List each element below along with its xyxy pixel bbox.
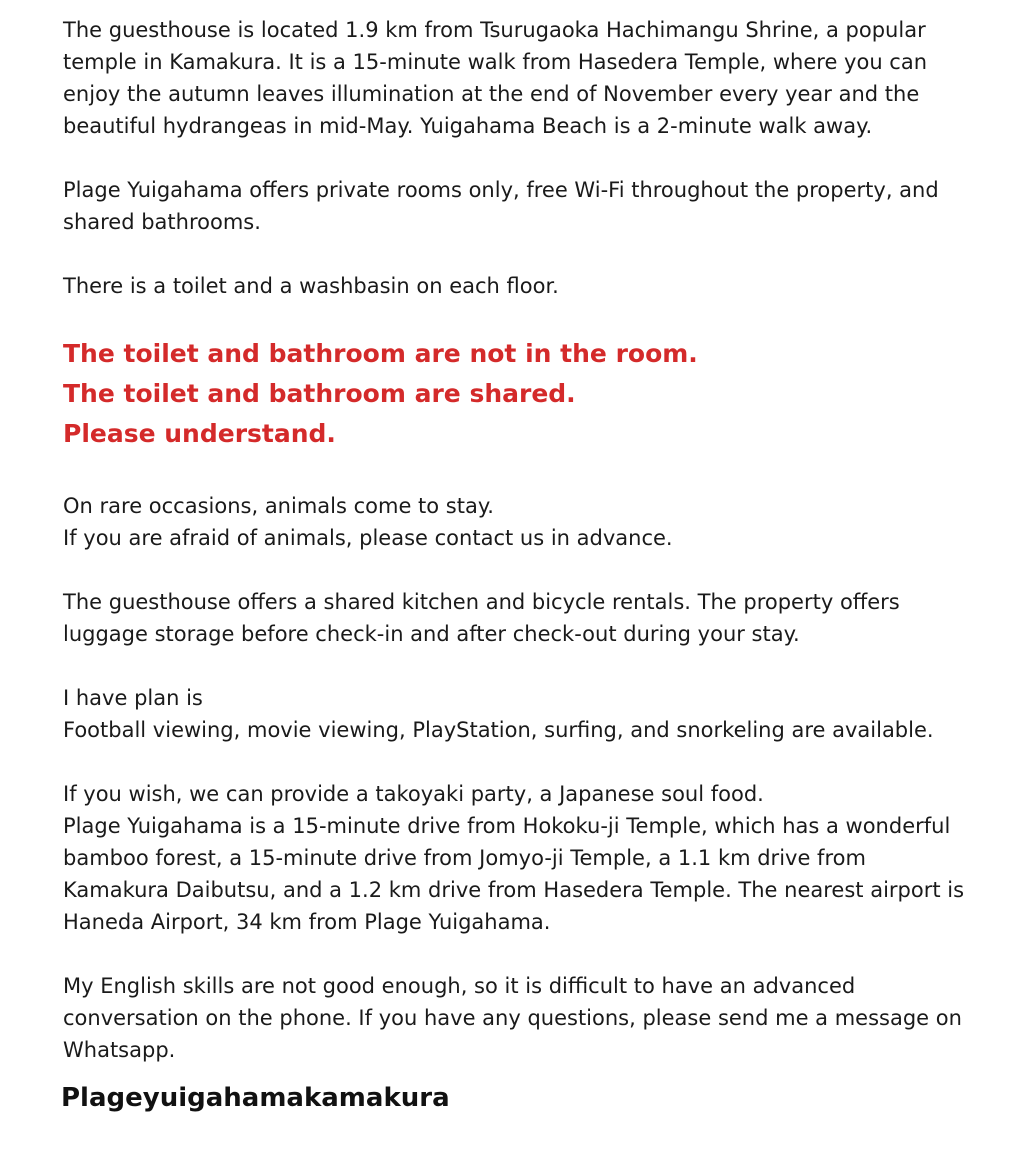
property-description <box>63 14 1003 1116</box>
text-line: temple in Kamakura. It is a 15-minute walk from Hasedera Temple, where you can <box>63 50 928 74</box>
text-line: There is a toilet and a washbasin on each floor. <box>63 274 559 298</box>
facilities-paragraph <box>63 586 1003 650</box>
text-line: luggage storage before check-in and after check-out during your stay. <box>63 622 800 646</box>
text-line: Football viewing, movie viewing, PlayStation, surfing, and snorkeling are available. <box>63 718 934 742</box>
text-line: Haneda Airport, 34 km from Plage Yuigahama. <box>63 910 551 934</box>
notice-line: The toilet and bathroom are shared. <box>63 379 576 408</box>
text-line: Plage Yuigahama is a 15-minute drive from Hokoku-ji Temple, which has a wonderful <box>63 814 951 838</box>
text-line: conversation on the phone. If you have any questions, please send me a message on <box>63 1006 962 1030</box>
text-line: If you are afraid of animals, please contact us in advance. <box>63 526 673 550</box>
animals-paragraph <box>63 490 1003 554</box>
text-line: My English skills are not good enough, so it is difficult to have an advanced <box>63 974 856 998</box>
text-line: Whatsapp. <box>63 1038 176 1062</box>
text-line: enjoy the autumn leaves illumination at the end of November every year and the <box>63 82 920 106</box>
text-line: shared bathrooms. <box>63 210 261 234</box>
signature-handle: Plageyuigahamakamakura <box>61 1083 450 1113</box>
text-line: On rare occasions, animals come to stay. <box>63 494 494 518</box>
text-line: If you wish, we can provide a takoyaki party, a Japanese soul food. <box>63 782 764 806</box>
text-line: Kamakura Daibutsu, and a 1.2 km drive from Hasedera Temple. The nearest airport is <box>63 878 965 902</box>
text-line: The guesthouse is located 1.9 km from Tsurugaoka Hachimangu Shrine, a popular <box>63 18 926 42</box>
text-line: Plage Yuigahama offers private rooms only, free Wi-Fi throughout the property, and <box>63 178 939 202</box>
plans-paragraph <box>63 682 1003 746</box>
contact-paragraph <box>63 970 1003 1066</box>
location-paragraph <box>63 14 1003 142</box>
rooms-paragraph <box>63 174 1003 238</box>
text-line: The guesthouse offers a shared kitchen and bicycle rentals. The property offers <box>63 590 900 614</box>
notice-line: Please understand. <box>63 419 336 448</box>
toilet-floor-paragraph <box>63 270 1003 302</box>
nearby-paragraph <box>63 778 1003 938</box>
text-line: beautiful hydrangeas in mid-May. Yuigahama Beach is a 2-minute walk away. <box>63 114 873 138</box>
notice-line: The toilet and bathroom are not in the room. <box>63 339 698 368</box>
shared-bathroom-notice <box>63 334 1003 454</box>
text-line: bamboo forest, a 15-minute drive from Jomyo-ji Temple, a 1.1 km drive from <box>63 846 866 870</box>
text-line: I have plan is <box>63 686 203 710</box>
